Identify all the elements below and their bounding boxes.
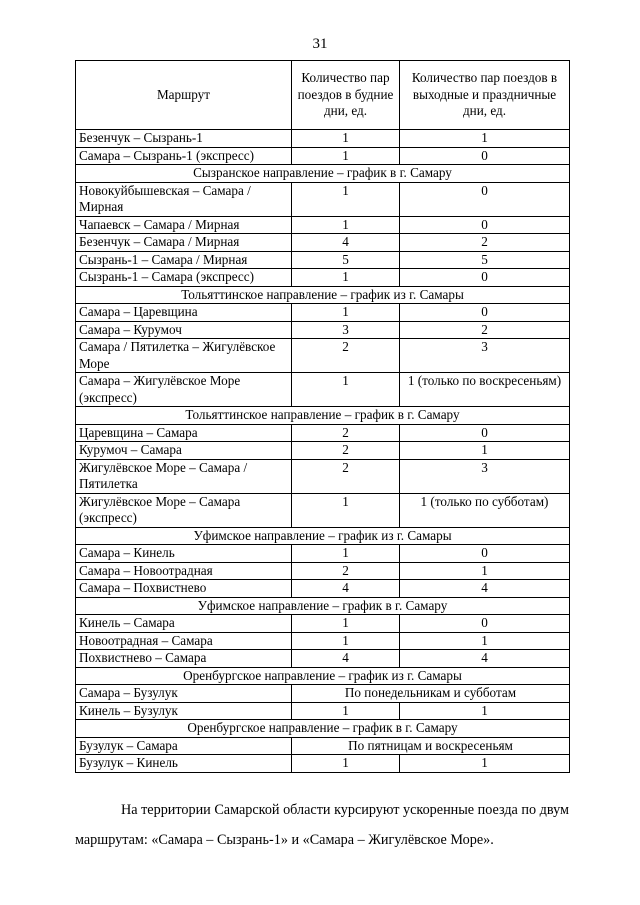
route-cell: Самара – Похвистнево (76, 580, 292, 598)
table-row (76, 424, 570, 442)
weekends-count-cell: 0 (400, 304, 570, 322)
weekends-count-cell: 0 (400, 182, 570, 216)
section-title: Уфимское направление – график из г. Самары (76, 527, 570, 545)
route-cell: Бузулук – Самара (76, 737, 292, 755)
weekdays-count-cell: 2 (292, 424, 400, 442)
weekends-count-cell: 0 (400, 216, 570, 234)
route-cell: Новоотрадная – Самара (76, 632, 292, 650)
weekdays-count-cell: 4 (292, 580, 400, 598)
section-row (76, 597, 570, 615)
section-row (76, 527, 570, 545)
weekends-count-cell: 2 (400, 321, 570, 339)
page-number: 31 (312, 36, 328, 52)
train-schedule-table (75, 60, 570, 773)
table-row (76, 442, 570, 460)
route-cell: Сызрань-1 – Самара (экспресс) (76, 269, 292, 287)
route-cell: Самара – Царевщина (76, 304, 292, 322)
table-row (76, 562, 570, 580)
weekdays-count-cell: 2 (292, 459, 400, 493)
weekdays-count-cell: 1 (292, 216, 400, 234)
weekends-count-cell: 0 (400, 269, 570, 287)
table-row (76, 269, 570, 287)
section-row (76, 667, 570, 685)
route-cell: Самара – Курумоч (76, 321, 292, 339)
section-row (76, 720, 570, 738)
section-title: Оренбургское направление – график в г. Самару (76, 720, 570, 738)
route-cell: Царевщина – Самара (76, 424, 292, 442)
section-title: Оренбургское направление – график из г. Самары (76, 667, 570, 685)
weekdays-count-cell: 2 (292, 339, 400, 373)
weekends-count-cell: 1 (400, 130, 570, 148)
route-cell: Кинель – Бузулук (76, 702, 292, 720)
weekdays-count-cell: 5 (292, 251, 400, 269)
weekends-count-cell: 1 (400, 632, 570, 650)
schedule-note-cell: По понедельникам и субботам (292, 685, 570, 703)
weekdays-count-cell: 1 (292, 182, 400, 216)
route-cell: Самара / Пятилетка – Жигулёвское Море (76, 339, 292, 373)
route-cell: Жигулёвское Море – Самара / Пятилетка (76, 459, 292, 493)
table-row (76, 321, 570, 339)
weekdays-count-cell: 1 (292, 545, 400, 563)
table-row (76, 251, 570, 269)
weekends-count-cell: 1 (400, 755, 570, 773)
table-row (76, 545, 570, 563)
weekends-count-cell: 0 (400, 424, 570, 442)
route-cell: Чапаевск – Самара / Мирная (76, 216, 292, 234)
schedule-note-cell: По пятницам и воскресеньям (292, 737, 570, 755)
header-weekends: Количество пар поездов в выходные и праздничные дни, ед. (400, 61, 570, 130)
table-row (76, 685, 570, 703)
route-cell: Самара – Кинель (76, 545, 292, 563)
weekdays-count-cell: 1 (292, 755, 400, 773)
route-cell: Самара – Бузулук (76, 685, 292, 703)
table-body (76, 130, 570, 773)
route-cell: Безенчук – Сызрань-1 (76, 130, 292, 148)
weekdays-count-cell: 4 (292, 650, 400, 668)
weekends-count-cell: 1 (только по субботам) (400, 493, 570, 527)
section-title: Тольяттинское направление – график в г. Самару (76, 407, 570, 425)
route-cell: Безенчук – Самара / Мирная (76, 234, 292, 252)
table-row (76, 373, 570, 407)
table-row (76, 493, 570, 527)
weekends-count-cell: 1 (400, 562, 570, 580)
weekends-count-cell: 1 (400, 702, 570, 720)
route-cell: Бузулук – Кинель (76, 755, 292, 773)
weekends-count-cell: 5 (400, 251, 570, 269)
weekends-count-cell: 0 (400, 147, 570, 165)
weekdays-count-cell: 2 (292, 442, 400, 460)
table-row (76, 130, 570, 148)
weekdays-count-cell: 1 (292, 147, 400, 165)
weekends-count-cell: 4 (400, 650, 570, 668)
weekdays-count-cell: 2 (292, 562, 400, 580)
weekdays-count-cell: 1 (292, 130, 400, 148)
weekdays-count-cell: 1 (292, 702, 400, 720)
route-cell: Курумоч – Самара (76, 442, 292, 460)
weekdays-count-cell: 3 (292, 321, 400, 339)
route-cell: Самара – Жигулёвское Море (экспресс) (76, 373, 292, 407)
section-row (76, 407, 570, 425)
section-title: Сызранское направление – график в г. Самару (76, 165, 570, 183)
route-cell: Кинель – Самара (76, 615, 292, 633)
table-row (76, 182, 570, 216)
table-row (76, 615, 570, 633)
section-row (76, 165, 570, 183)
table-row (76, 216, 570, 234)
weekends-count-cell: 2 (400, 234, 570, 252)
weekends-count-cell: 0 (400, 615, 570, 633)
weekdays-count-cell: 1 (292, 373, 400, 407)
section-title: Тольяттинское направление – график из г. Самары (76, 286, 570, 304)
closing-paragraph: На территории Самарской области курсируют ускоренные поезда по двум маршрутам: «Самара – Сызрань-1» и «Самара – Жигулёвское Море». (75, 802, 569, 848)
table-row (76, 580, 570, 598)
weekdays-count-cell: 1 (292, 615, 400, 633)
table-row (76, 459, 570, 493)
table-row (76, 755, 570, 773)
weekdays-count-cell: 1 (292, 493, 400, 527)
header-route: Маршрут (76, 61, 292, 130)
section-title: Уфимское направление – график в г. Самару (76, 597, 570, 615)
weekends-count-cell: 1 (только по воскресеньям) (400, 373, 570, 407)
weekends-count-cell: 3 (400, 459, 570, 493)
weekdays-count-cell: 1 (292, 269, 400, 287)
table-row (76, 702, 570, 720)
weekdays-count-cell: 1 (292, 632, 400, 650)
weekends-count-cell: 4 (400, 580, 570, 598)
table-row (76, 632, 570, 650)
table-row (76, 737, 570, 755)
table-row (76, 650, 570, 668)
header-weekdays: Количество пар поездов в будние дни, ед. (292, 61, 400, 130)
table-row (76, 234, 570, 252)
weekdays-count-cell: 4 (292, 234, 400, 252)
table-row (76, 304, 570, 322)
weekends-count-cell: 3 (400, 339, 570, 373)
table-header-row (76, 61, 570, 130)
route-cell: Новокуйбышевская – Самара / Мирная (76, 182, 292, 216)
weekdays-count-cell: 1 (292, 304, 400, 322)
route-cell: Самара – Новоотрадная (76, 562, 292, 580)
weekends-count-cell: 0 (400, 545, 570, 563)
route-cell: Жигулёвское Море – Самара (экспресс) (76, 493, 292, 527)
route-cell: Сызрань-1 – Самара / Мирная (76, 251, 292, 269)
table-row (76, 339, 570, 373)
table-row (76, 147, 570, 165)
route-cell: Самара – Сызрань-1 (экспресс) (76, 147, 292, 165)
route-cell: Похвистнево – Самара (76, 650, 292, 668)
weekends-count-cell: 1 (400, 442, 570, 460)
section-row (76, 286, 570, 304)
